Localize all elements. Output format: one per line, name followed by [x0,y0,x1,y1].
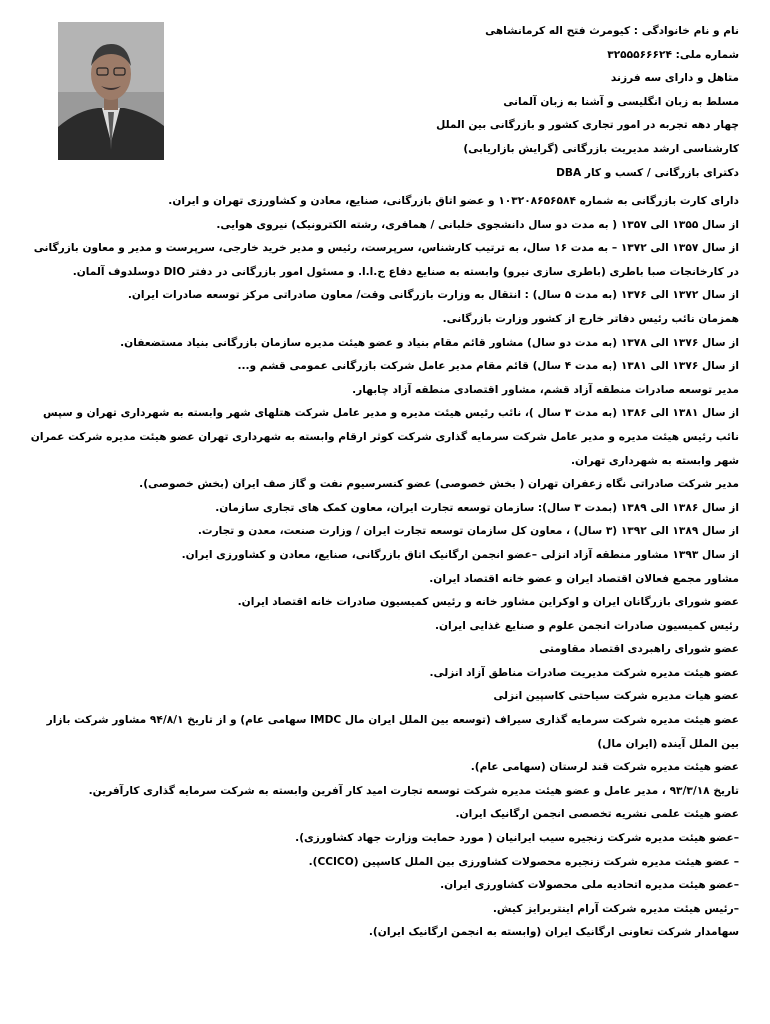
history-item: از سال ۱۳۹۳ مشاور منطقه آزاد انزلی –عضو انجمن ارگانیک اتاق بازرگانی، صنایع، معادن و کشاورزی ایران. [181,548,739,561]
history-item: –رئیس هیئت مدیره شرکت آرام اینتربرایز کیش. [492,902,739,915]
info-line: چهار دهه تجربه در امور تجاری کشور و بازرگانی بین الملل [436,119,739,132]
profile-photo [58,22,164,160]
info-line: متاهل و دارای سه فرزند [610,72,739,85]
info-line: شماره ملی: ۳۲۵۵۵۶۶۶۲۴ [607,48,739,61]
history-item: – عضو هیئت مدیره شرکت زنجیره محصولات کشاورزی بین الملل کاسپین (CCICO). [308,855,739,868]
history-item: از سال ۱۳۸۹ الی ۱۳۹۲ (۳ سال) ، معاون کل سازمان توسعه تجارت ایران / وزارت صنعت، معدن و تجارت. [197,525,739,538]
history-item: عضو هیئت مدیره شرکت سرمایه گذاری سیراف (توسعه بین الملل ایران مال IMDC سهامی عام) و از تاریخ ۹۴/۸/۱ مشاور شرکت بازار بین الملل آینده (ایران مال) [46,714,739,750]
history-item: از سال ۱۳۸۶ الی ۱۳۸۹ (بمدت ۳ سال): سازمان توسعه تجارت ایران، معاون کمک های تجاری سازمان. [215,501,739,514]
history-item: از سال ۱۳۵۷ الی ۱۳۷۲ – به مدت ۱۶ سال، به ترتیب کارشناس، سرپرست، رئیس و مدیر خرید خارجی، سرپرست و مدیر و معاون بازرگانی در کارخانجات صبا باطری (باطری سازی نیرو) وابسته به صنایع دفاع ج.ا.ا. و مسئول امور بازرگانی در دفتر DIO دوسلدوف آلمان. [33,242,739,278]
history-item: از سال ۱۳۵۵ الی ۱۳۵۷ ( به مدت دو سال دانشجوی خلبانی / همافری، رشته الکترونیک) نیروی هوایی. [216,218,739,231]
history-item: سهامدار شرکت تعاونی ارگانیک ایران (وابسته به انجمن ارگانیک ایران). [368,926,739,939]
history-item: دارای کارت بازرگانی به شماره ۱۰۳۲۰۸۶۵۶۵۸۴ و عضو اتاق بازرگانی، صنایع، معادن و کشاورزی تهران و ایران. [168,195,739,207]
history-item: عضو هیئت علمی نشریه تخصصی انجمن ارگانیک ایران. [455,808,739,821]
history-item: –عضو هیئت مدیره اتحادیه ملی محصولات کشاورزی ایران. [440,879,739,892]
career-history [29,190,739,945]
personal-info [179,20,739,185]
history-item: همزمان نائب رئیس دفاتر خارج از کشور وزارت بازرگانی. [442,312,739,325]
history-item: مشاور مجمع فعالان اقتصاد ایران و عضو خانه اقتصاد ایران. [429,572,739,585]
portrait-image [58,22,164,160]
history-item: –عضو هیئت مدیره شرکت زنجیره سیب ایرانیان ( مورد حمایت وزارت جهاد کشاورزی). [295,832,739,845]
history-item: عضو هیئت مدیره شرکت قند لرستان (سهامی عام). [470,761,739,774]
history-item: از سال ۱۳۷۶ الی ۱۳۷۸ (به مدت دو سال) مشاور قائم مقام بنیاد و عضو هیئت مدیره سازمان بازرگانی بنیاد مستضعفان. [120,336,739,349]
info-line: کارشناسی ارشد مدیریت بازرگانی (گرایش بازاریابی) [463,142,739,155]
history-item: عضو شورای راهبردی اقتصاد مقاومتی [539,643,739,656]
history-item: عضو شورای بازرگانان ایران و اوکراین مشاور خانه و رئیس کمیسیون صادرات خانه اقتصاد ایران. [237,596,739,609]
history-item: مدیر شرکت صادراتی نگاه زعفران تهران ( بخش خصوصی) عضو کنسرسیوم نفت و گاز صف ایران (بخش خصوصی). [139,478,739,491]
info-line: نام و نام خانوادگی : کیومرث فتح اله کرمانشاهی [485,25,739,37]
history-item: از سال ۱۳۷۲ الی ۱۳۷۶ (به مدت ۵ سال) : انتقال به وزارت بازرگانی وقت/ معاون صادراتی مرکز توسعه صادرات ایران. [127,289,739,302]
history-item: مدیر توسعه صادرات منطقه آزاد قشم، مشاور اقتصادی منطقه آزاد چابهار. [352,383,739,396]
info-line: مسلط به زبان انگلیسی و آشنا به زبان آلمانی [503,95,739,108]
info-line: دکترای بازرگانی / کسب و کار DBA [556,166,739,179]
history-item: از سال ۱۳۷۶ الی ۱۳۸۱ (به مدت ۴ سال) قائم مقام مدیر عامل شرکت بازرگانی عمومی قشم و... [237,360,739,373]
history-item: عضو هیات مدیره شرکت سیاحتی کاسپین انزلی [493,690,739,703]
history-item: از سال ۱۳۸۱ الی ۱۳۸۶ (به مدت ۳ سال )، نائب رئیس هیئت مدیره و مدیر عامل شرکت هتلهای شهر وابسته به شهرداری تهران و سپس نائب رئیس هیئت مدیره و مدیر عامل شرکت سرمایه گذاری شرکت کوثر ارقام وابسته به شهرداری تهران عضو هیئت مدیره شرکت عمران شهر وابسته به شهرداری تهران. [30,407,739,467]
history-item: عضو هیئت مدیره شرکت مدیریت صادرات مناطق آزاد انزلی. [429,666,739,679]
history-item: تاریخ ۹۳/۳/۱۸ ، مدیر عامل و عضو هیئت مدیره شرکت توسعه تجارت امید کار آفرین وابسته به شرکت سرمایه گذاری کارآفرین. [88,784,739,797]
history-item: رئیس کمیسیون صادرات انجمن علوم و صنایع غذایی ایران. [434,619,739,632]
